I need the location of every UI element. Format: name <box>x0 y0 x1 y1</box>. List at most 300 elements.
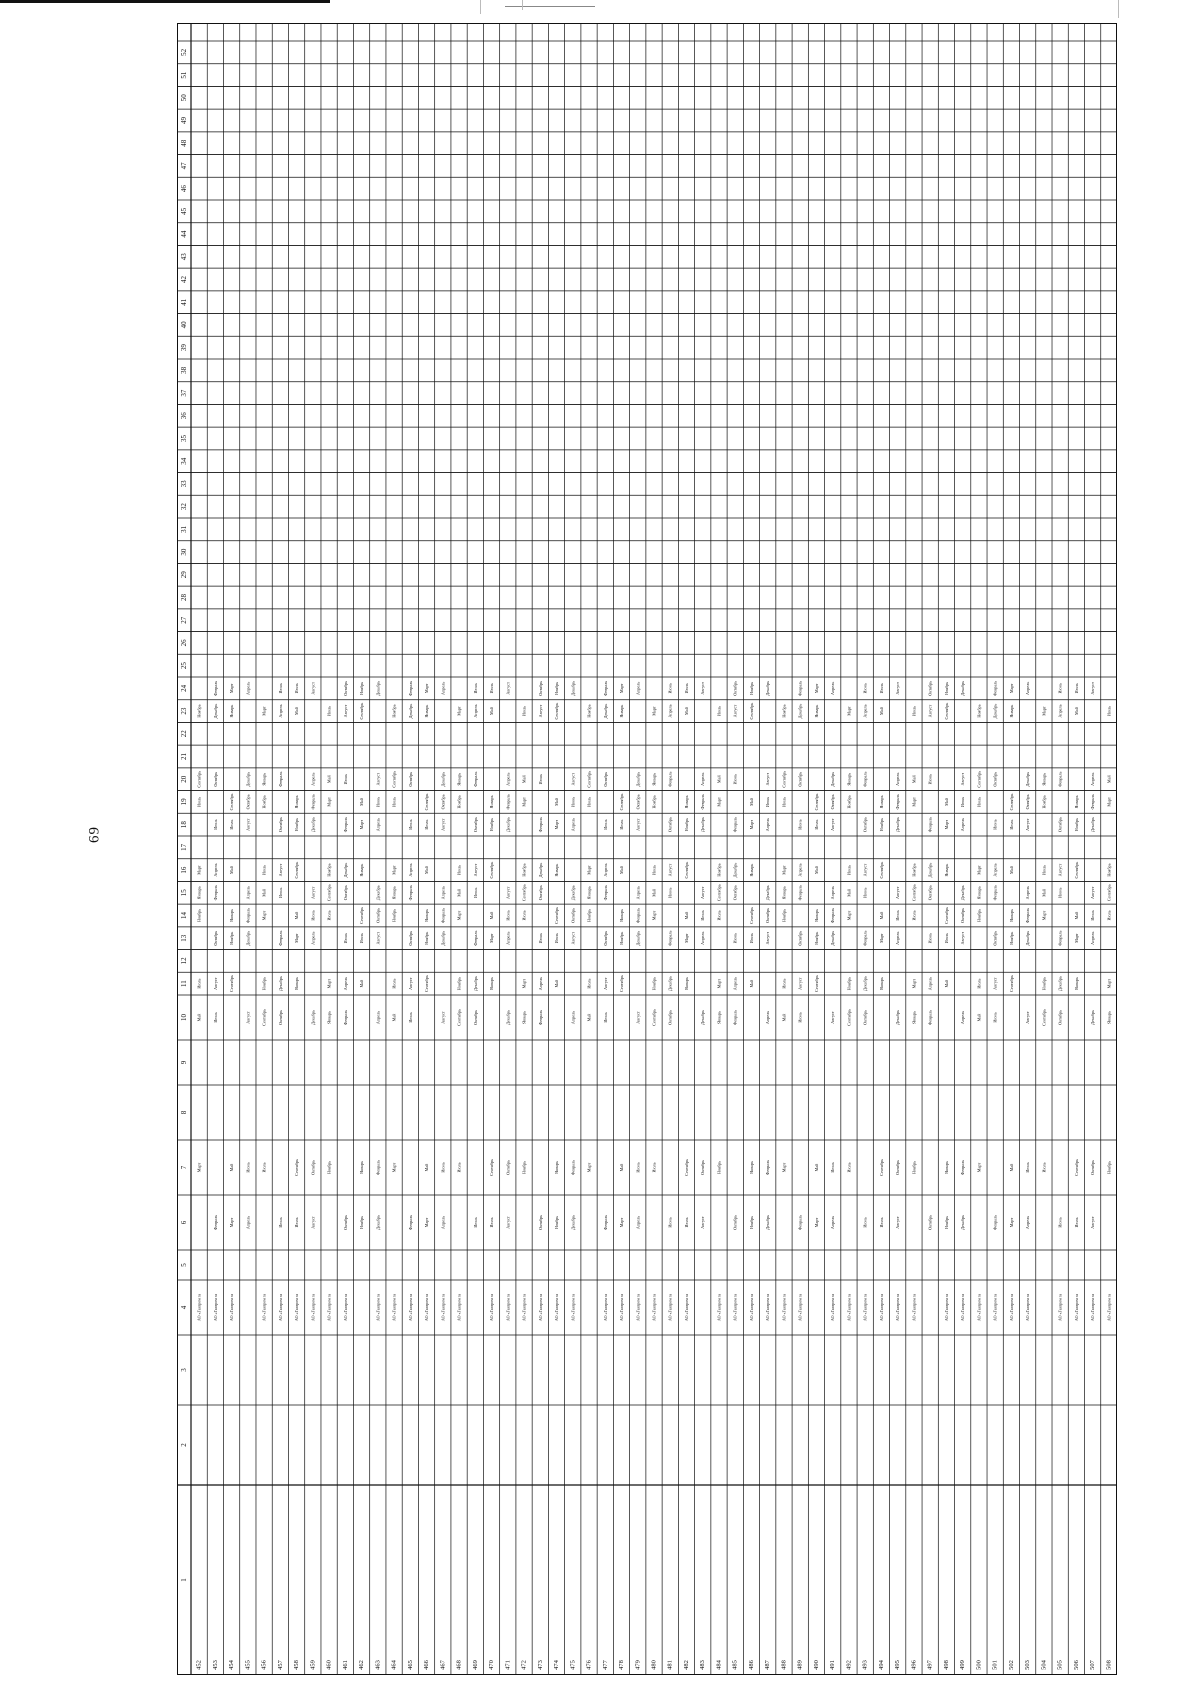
cell-month: Декабрь <box>635 771 641 787</box>
cell-month: Апрель <box>960 818 966 832</box>
cell-operator: АО «Газпром га <box>326 1293 332 1322</box>
cell-month: Февраль <box>862 930 868 946</box>
cell-month: Апрель <box>375 818 381 832</box>
cell-month: Июль <box>1106 910 1112 921</box>
cell-month: Ноябрь <box>326 1160 332 1175</box>
cell-operator: АО «Газпром га <box>716 1293 722 1322</box>
cell-month: Март <box>424 1217 430 1228</box>
row-number: 499 <box>959 1660 967 1670</box>
cell-month: Декабрь <box>635 930 641 946</box>
column-number: 18 <box>180 821 188 829</box>
cell-month: Май <box>813 866 819 874</box>
cell-month: Ноябрь <box>748 681 754 695</box>
cell-month: Май <box>1073 707 1079 715</box>
cell-operator: АО «Газпром га <box>1025 1293 1031 1322</box>
cell-month: Март <box>846 706 852 716</box>
cell-month: Март <box>424 683 430 694</box>
column-number: 47 <box>180 162 188 170</box>
column-number: 19 <box>180 798 188 806</box>
cell-operator: АО «Газпром га <box>943 1293 949 1322</box>
cell-month: Октябрь <box>667 1010 673 1025</box>
cell-month: Март <box>294 933 300 943</box>
cell-month: Февраль <box>407 1214 413 1231</box>
cell-month: Июнь <box>667 683 673 694</box>
cell-month: Апрель <box>635 886 641 900</box>
column-number: 11 <box>180 980 188 988</box>
cell-month: Июнь <box>277 683 283 694</box>
cell-month: Июнь <box>440 1162 446 1173</box>
cell-month: Сентябрь <box>294 1159 300 1176</box>
cell-month: Август <box>1090 682 1096 695</box>
column-number: 42 <box>180 276 188 283</box>
cell-month: Сентябрь <box>781 770 787 788</box>
cell-month: Декабрь <box>1090 1010 1096 1025</box>
cell-month: Октябрь <box>895 1160 901 1175</box>
cell-operator: АО «Газпром га <box>212 1293 218 1322</box>
cell-month: Август <box>960 931 966 945</box>
cell-month: Декабрь <box>830 771 836 787</box>
cell-month: Январь <box>1041 772 1047 786</box>
cell-month: Сентябрь <box>326 884 332 902</box>
cell-month: Март <box>651 706 657 716</box>
cell-operator: АО «Газпром га <box>683 1293 689 1322</box>
cell-month: Май <box>943 798 949 806</box>
cell-month: Июль <box>586 978 592 989</box>
cell-month: Август <box>212 977 218 990</box>
cell-month: Январь <box>586 886 592 900</box>
cell-month: Июнь <box>407 819 413 830</box>
cell-month: Декабрь <box>960 885 966 901</box>
cell-operator: АО «Газпром га <box>1090 1293 1096 1322</box>
cell-month: Апрель <box>407 863 413 877</box>
cell-month: Октябрь <box>797 930 803 946</box>
cell-month: Декабрь <box>310 817 316 833</box>
cell-month: Февраль <box>830 907 836 924</box>
cell-operator: АО «Газпром га <box>521 1293 527 1322</box>
cell-month: Июль <box>261 1162 267 1173</box>
cell-month: Май <box>683 911 689 920</box>
cell-month: Февраль <box>1090 794 1096 810</box>
cell-month: Июнь <box>667 887 673 898</box>
cell-month: Март <box>911 797 917 807</box>
cell-month: Апрель <box>1090 772 1096 786</box>
cell-month: Февраль <box>862 771 868 787</box>
cell-month: Январь <box>229 909 235 922</box>
cell-month: Июнь <box>342 933 348 944</box>
cell-month: Октябрь <box>1090 1160 1096 1175</box>
cell-month: Июнь <box>960 796 966 808</box>
cell-month: Июнь <box>212 819 218 830</box>
cell-month: Апрель <box>570 1010 576 1025</box>
cell-month: Июнь <box>1057 683 1063 694</box>
row-number: 482 <box>682 1660 690 1670</box>
cell-operator: АО «Газпром га <box>505 1293 511 1322</box>
cell-month: Август <box>245 818 251 831</box>
cell-month: Июнь <box>732 774 738 785</box>
cell-month: Июль <box>1041 1162 1047 1173</box>
cell-month: Ноябрь <box>294 818 300 832</box>
cell-month: Январь <box>683 795 689 809</box>
row-number: 503 <box>1024 1660 1032 1670</box>
cell-operator: АО «Газпром га <box>797 1293 803 1322</box>
cell-month: Июль <box>521 910 527 921</box>
cell-month: Октябрь <box>602 771 608 787</box>
cell-month: Ноябрь <box>359 1215 365 1230</box>
cell-month: Август <box>765 772 771 786</box>
cell-operator: АО «Газпром га <box>878 1293 884 1322</box>
cell-month: Ноябрь <box>391 704 397 718</box>
cell-month: Апрель <box>310 772 316 786</box>
cell-month: Октябрь <box>732 1215 738 1230</box>
cell-month: Январь <box>878 795 884 809</box>
row-number: 472 <box>520 1660 528 1670</box>
row-number: 462 <box>358 1660 366 1670</box>
cell-month: Декабрь <box>700 817 706 833</box>
cell-month: Апрель <box>440 1215 446 1230</box>
cell-month: Май <box>489 707 495 715</box>
cell-month: Ноябрь <box>196 908 202 923</box>
cell-month: Декабрь <box>602 703 608 719</box>
cell-month: Август <box>505 886 511 900</box>
cell-month: Сентябрь <box>489 861 495 879</box>
cell-month: Август <box>342 704 348 718</box>
cell-month: Ноябрь <box>683 818 689 832</box>
cell-month: Декабрь <box>1057 976 1063 992</box>
cell-month: Октябрь <box>440 794 446 810</box>
row-number: 464 <box>390 1660 398 1670</box>
cell-operator: АО «Газпром га <box>765 1293 771 1322</box>
cell-month: Июль <box>781 978 787 989</box>
cell-month: Май <box>683 707 689 715</box>
row-number: 476 <box>585 1660 593 1670</box>
cell-month: Октябрь <box>277 817 283 833</box>
column-number: 14 <box>180 912 188 919</box>
cell-month: Июнь <box>797 1012 803 1023</box>
cell-month: Январь <box>1008 704 1014 718</box>
cell-month: Ноябрь <box>586 704 592 718</box>
cell-month: Декабрь <box>1090 817 1096 833</box>
cell-month: Август <box>895 886 901 900</box>
cell-month: Февраль <box>277 930 283 946</box>
cell-operator: АО «Газпром га <box>407 1293 413 1322</box>
cell-operator: АО «Газпром га <box>602 1293 608 1322</box>
cell-month: Июль <box>456 1162 462 1173</box>
column-number: 32 <box>180 503 188 511</box>
cell-month: Май <box>1008 866 1014 874</box>
cell-month: Январь <box>846 772 852 786</box>
column-number: 3 <box>180 1368 188 1372</box>
cell-month: Апрель <box>245 886 251 900</box>
cell-month: Декабрь <box>700 1010 706 1025</box>
cell-month: Январь <box>391 886 397 900</box>
cell-month: Март <box>716 978 722 989</box>
cell-month: Август <box>570 772 576 786</box>
cell-month: Август <box>830 1011 836 1024</box>
cell-month: Ноябрь <box>651 795 657 809</box>
cell-month: Февраль <box>895 794 901 810</box>
cell-operator: АО «Газпром га <box>1008 1293 1014 1322</box>
cell-month: Январь <box>294 795 300 809</box>
row-number: 461 <box>341 1660 349 1670</box>
row-number: 479 <box>634 1660 642 1670</box>
row-number: 500 <box>975 1660 983 1670</box>
cell-month: Ноябрь <box>716 1160 722 1175</box>
cell-month: Июль <box>619 819 625 830</box>
cell-month: Апрель <box>700 931 706 945</box>
cell-month: Апрель <box>472 704 478 718</box>
cell-operator: АО «Газпром га <box>310 1293 316 1322</box>
cell-month: Январь <box>619 909 625 922</box>
column-number: 31 <box>180 525 188 533</box>
cell-operator: АО «Газпром га <box>748 1293 754 1322</box>
cell-month: Февраль <box>537 817 543 833</box>
cell-month: Февраль <box>1057 771 1063 787</box>
cell-month: Август <box>700 1216 706 1229</box>
cell-month: Февраль <box>635 907 641 924</box>
cell-month: Октябрь <box>277 1010 283 1025</box>
cell-month: Декабрь <box>440 771 446 787</box>
cell-month: Март <box>391 865 397 875</box>
cell-month: Сентябрь <box>1008 793 1014 811</box>
cell-month: Май <box>748 798 754 806</box>
column-number: 7 <box>180 1165 188 1170</box>
cell-month: Сентябрь <box>683 861 689 879</box>
column-number: 23 <box>180 707 188 715</box>
cell-month: Декабрь <box>375 1215 381 1230</box>
cell-month: Январь <box>359 863 365 877</box>
column-number: 40 <box>180 321 188 329</box>
cell-month: Февраль <box>375 1159 381 1176</box>
cell-month: Август <box>375 772 381 786</box>
cell-month: Апрель <box>830 1215 836 1230</box>
cell-month: Сентябрь <box>456 1009 462 1026</box>
cell-month: Май <box>716 775 722 784</box>
column-number: 45 <box>180 207 188 215</box>
cell-month: Март <box>521 797 527 807</box>
column-number: 30 <box>180 548 188 556</box>
cell-month: Март <box>586 1162 592 1173</box>
cell-month: Июль <box>521 706 527 717</box>
cell-operator: АО «Газпром га <box>424 1293 430 1322</box>
cell-month: Сентябрь <box>619 793 625 811</box>
cell-month: Июль <box>326 706 332 717</box>
cell-month: Июнь <box>992 1012 998 1023</box>
cell-month: Декабрь <box>440 930 446 946</box>
cell-month: Июль <box>1073 683 1079 694</box>
cell-month: Май <box>878 911 884 920</box>
cell-month: Март <box>1106 978 1112 989</box>
cell-month: Февраль <box>570 1159 576 1176</box>
cell-month: Январь <box>456 772 462 786</box>
cell-month: Август <box>602 977 608 990</box>
row-number: 481 <box>666 1660 674 1670</box>
cell-month: Июль <box>261 865 267 876</box>
cell-month: Май <box>294 707 300 715</box>
cell-month: Август <box>960 772 966 786</box>
cell-month: Октябрь <box>537 680 543 696</box>
cell-operator: АО «Газпром га <box>960 1293 966 1322</box>
cell-month: Январь <box>294 977 300 991</box>
cell-month: Январь <box>781 886 787 900</box>
cell-month: Апрель <box>570 818 576 832</box>
cell-month: Ноябрь <box>619 931 625 945</box>
column-number: 17 <box>180 843 188 851</box>
cell-month: Январь <box>651 772 657 786</box>
cell-month: Сентябрь <box>391 770 397 788</box>
cell-month: Сентябрь <box>359 702 365 720</box>
cell-month: Апрель <box>927 977 933 991</box>
cell-month: Апрель <box>602 863 608 877</box>
cell-month: Август <box>505 682 511 695</box>
cell-month: Август <box>862 863 868 877</box>
cell-month: Август <box>667 863 673 877</box>
cell-operator: АО «Газпром га <box>1106 1293 1112 1322</box>
cell-month: Июль <box>846 865 852 876</box>
row-number: 471 <box>504 1660 512 1670</box>
column-number: 43 <box>180 253 188 261</box>
cell-month: Апрель <box>245 681 251 695</box>
cell-month: Июнь <box>277 1217 283 1228</box>
cell-month: Январь <box>261 772 267 786</box>
cell-month: Март <box>196 865 202 875</box>
row-number: 489 <box>796 1660 804 1670</box>
cell-operator: АО «Газпром га <box>261 1293 267 1322</box>
cell-month: Март <box>456 706 462 716</box>
cell-month: Октябрь <box>1057 1010 1063 1025</box>
column-number: 5 <box>180 1263 188 1267</box>
cell-month: Июль <box>716 706 722 717</box>
cell-month: Ноябрь <box>261 977 267 991</box>
column-number: 35 <box>180 435 188 442</box>
cell-month: Февраль <box>927 817 933 833</box>
cell-month: Август <box>732 704 738 718</box>
cell-month: Август <box>440 818 446 831</box>
cell-month: Март <box>943 819 949 830</box>
cell-month: Январь <box>619 704 625 718</box>
cell-month: Апрель <box>895 931 901 945</box>
cell-month: Ноябрь <box>261 795 267 809</box>
row-number: 491 <box>829 1660 837 1670</box>
cell-month: Февраль <box>732 1009 738 1026</box>
cell-month: Ноябрь <box>391 908 397 923</box>
cell-month: Февраль <box>342 1009 348 1026</box>
cell-month: Сентябрь <box>878 1159 884 1176</box>
cell-month: Ноябрь <box>976 704 982 718</box>
cell-month: Январь <box>911 1011 917 1024</box>
row-number: 474 <box>553 1660 561 1670</box>
row-number: 465 <box>406 1660 414 1670</box>
cell-month: Ноябрь <box>554 1215 560 1230</box>
cell-month: Январь <box>554 863 560 877</box>
row-number: 495 <box>894 1660 902 1670</box>
cell-month: Февраль <box>602 1214 608 1231</box>
cell-month: Июль <box>878 1217 884 1228</box>
column-number: 48 <box>180 139 188 147</box>
column-number: 1 <box>180 1578 188 1582</box>
cell-month: Июль <box>943 933 949 944</box>
cell-month: Март <box>846 910 852 921</box>
cell-month: Февраль <box>602 680 608 696</box>
cell-month: Май <box>619 866 625 874</box>
cell-month: Март <box>911 978 917 989</box>
cell-month: Январь <box>554 1161 560 1174</box>
row-number: 454 <box>228 1660 236 1670</box>
cell-month: Июль <box>651 1162 657 1173</box>
cell-month: Декабрь <box>862 976 868 992</box>
cell-month: Декабрь <box>765 680 771 696</box>
row-number: 470 <box>488 1660 496 1670</box>
cell-operator: АО «Газпром га <box>1073 1293 1079 1322</box>
cell-month: Май <box>781 1013 787 1022</box>
cell-month: Январь <box>748 863 754 877</box>
cell-month: Август <box>635 1011 641 1024</box>
cell-month: Ноябрь <box>456 977 462 991</box>
cell-operator: АО «Газпром га <box>570 1293 576 1322</box>
cell-operator: АО «Газпром га <box>456 1293 462 1322</box>
cell-month: Ноябрь <box>846 795 852 809</box>
cell-month: Апрель <box>212 863 218 877</box>
cell-month: Август <box>277 863 283 877</box>
cell-month: Июнь <box>862 683 868 694</box>
cell-month: Август <box>1057 863 1063 877</box>
cell-month: Ноябрь <box>943 681 949 695</box>
cell-operator: АО «Газпром га <box>294 1293 300 1322</box>
cell-operator: АО «Газпром га <box>830 1293 836 1322</box>
cell-month: Декабрь <box>960 1215 966 1230</box>
cell-operator: АО «Газпром га <box>229 1293 235 1322</box>
cell-month: Октябрь <box>245 794 251 810</box>
column-number: 13 <box>180 934 188 942</box>
cell-month: Май <box>619 1163 625 1172</box>
row-number: 460 <box>325 1660 333 1670</box>
cell-month: Август <box>310 1216 316 1229</box>
cell-month: Июль <box>1073 1217 1079 1228</box>
cell-month: Сентябрь <box>424 975 430 993</box>
cell-month: Июнь <box>732 933 738 944</box>
cell-month: Февраль <box>602 885 608 901</box>
cell-month: Февраль <box>440 907 446 924</box>
cell-month: Февраль <box>797 885 803 901</box>
cell-month: Апрель <box>830 886 836 900</box>
cell-month: Март <box>1106 797 1112 807</box>
cell-month: Август <box>1025 1011 1031 1024</box>
cell-operator: АО «Газпром га <box>489 1293 495 1322</box>
row-number: 504 <box>1040 1660 1048 1670</box>
cell-month: Август <box>245 1011 251 1024</box>
cell-month: Август <box>570 931 576 945</box>
cell-month: Июнь <box>862 1217 868 1228</box>
cell-month: Март <box>359 819 365 830</box>
row-number: 507 <box>1089 1660 1097 1670</box>
column-number: 4 <box>180 1305 188 1310</box>
cell-month: Декабрь <box>895 817 901 833</box>
cell-month: Октябрь <box>537 885 543 901</box>
cell-month: Апрель <box>245 1215 251 1230</box>
row-number: 477 <box>601 1660 609 1670</box>
cell-month: Май <box>1106 775 1112 784</box>
row-number: 478 <box>618 1660 626 1670</box>
cell-operator: АО «Газпром га <box>537 1293 543 1322</box>
cell-month: Март <box>1041 910 1047 921</box>
cell-month: Август <box>310 886 316 900</box>
cell-operator: АО «Газпром га <box>391 1293 397 1322</box>
cell-month: Ноябрь <box>586 908 592 923</box>
cell-month: Март <box>261 910 267 921</box>
cell-month: Февраль <box>212 1214 218 1231</box>
cell-month: Июль <box>911 706 917 717</box>
cell-month: Май <box>326 775 332 784</box>
cell-month: Февраль <box>667 930 673 946</box>
